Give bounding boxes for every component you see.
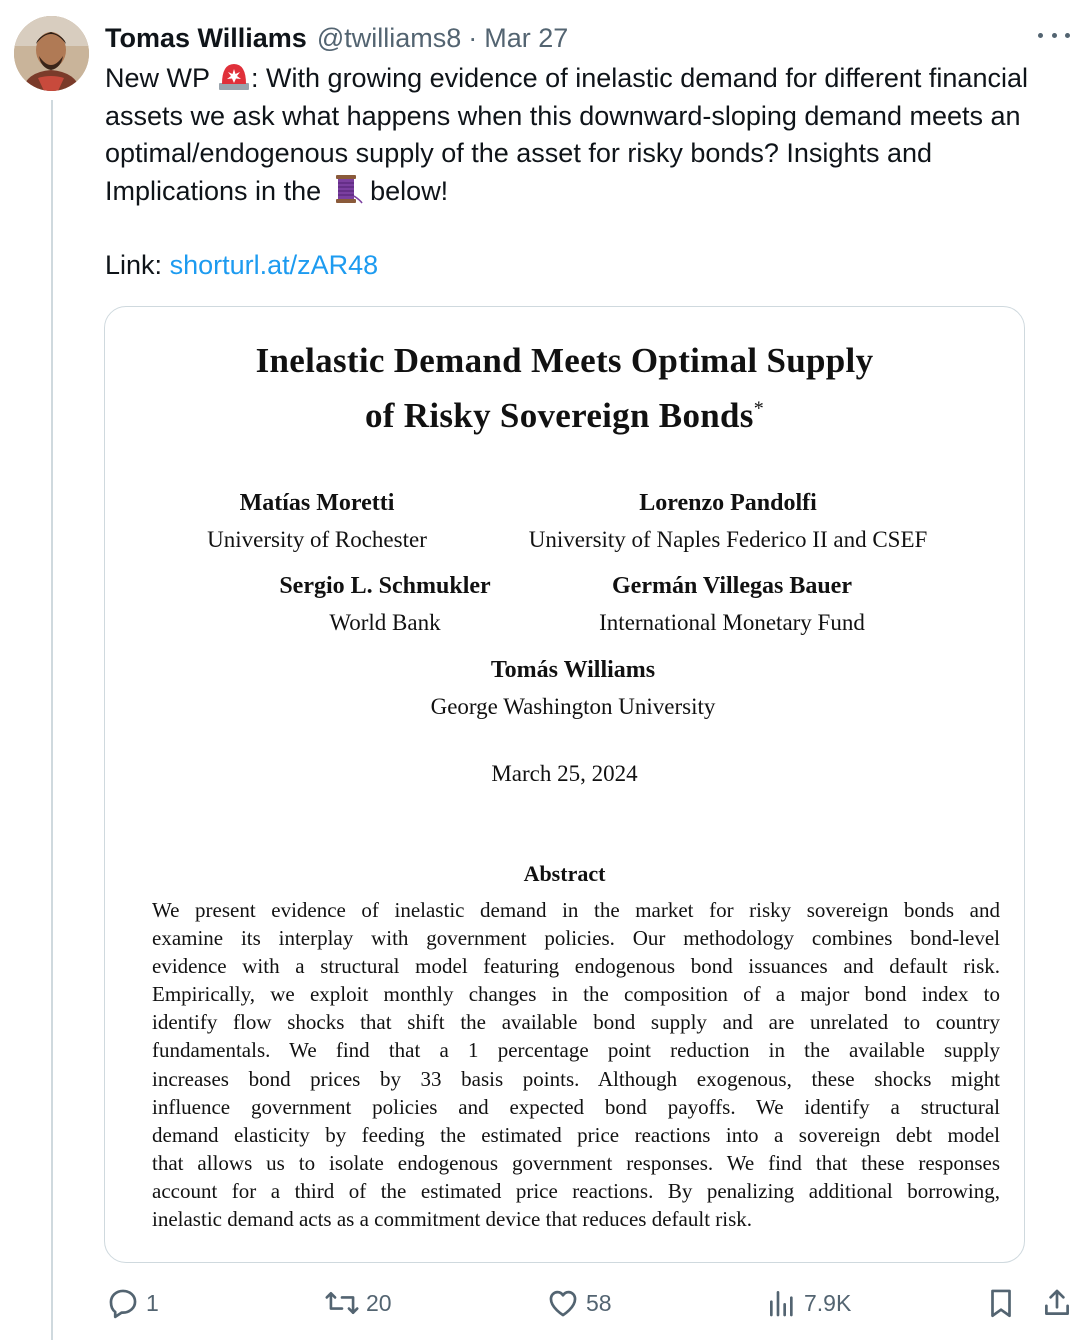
reply-count: 1 [146, 1289, 159, 1316]
avatar-photo-icon [14, 16, 89, 91]
tweet-text-segment: : With growing evidence of inelastic demand for different financial [251, 63, 1028, 93]
paper-preview-card[interactable] [104, 306, 1025, 1263]
tweet-header [105, 20, 568, 56]
paper-title-text: of Risky Sovereign Bonds [364, 396, 754, 435]
repost-count: 20 [366, 1289, 392, 1316]
tweet-date[interactable]: Mar 27 [484, 22, 569, 53]
heart-icon [546, 1286, 580, 1320]
header-separator: · [468, 22, 478, 53]
author-name: Sergio L. Schmukler [279, 573, 491, 599]
abstract-line: increases bond prices by 33 basis points. Although exogenous, these shocks might [152, 1066, 1000, 1091]
abstract-line: account for a third of the estimated price reactions. By penalizing additional borrowing, [152, 1178, 1000, 1203]
views-count: 7.9K [804, 1289, 852, 1316]
author-affiliation: World Bank [329, 610, 441, 635]
paper-title-line-2 [105, 396, 1024, 436]
reply-icon [106, 1286, 140, 1320]
abstract-line: We present evidence of inelastic demand in the market for risky sovereign bonds and [152, 898, 1000, 922]
link-line [105, 250, 378, 281]
paper-title-footnote-marker: * [753, 397, 765, 420]
share-icon [1040, 1286, 1074, 1320]
paper-date: March 25, 2024 [491, 761, 638, 786]
author-name: Matías Moretti [239, 490, 395, 516]
more-dot-icon [1065, 33, 1070, 38]
more-dot-icon [1052, 33, 1057, 38]
views-chart-icon [766, 1286, 798, 1320]
like-count: 58 [586, 1289, 612, 1316]
tweet-action-bar [104, 1286, 1084, 1326]
bookmark-button[interactable] [984, 1286, 1018, 1320]
abstract-line: influence government policies and expected bond payoffs. We identify a structural [152, 1094, 1000, 1119]
paper-link[interactable]: shorturl.at/zAR48 [169, 250, 379, 280]
author-affiliation: University of Rochester [207, 527, 427, 552]
views-button[interactable] [766, 1286, 851, 1320]
abstract-line: that allows us to isolate endogenous government responses. We find that these responses [152, 1150, 1000, 1175]
reply-button[interactable] [106, 1286, 159, 1320]
author-name: Germán Villegas Bauer [612, 573, 852, 599]
user-handle[interactable]: @twilliams8 [316, 22, 462, 53]
bookmark-icon [984, 1286, 1018, 1320]
author-affiliation: International Monetary Fund [599, 610, 865, 635]
author-affiliation: George Washington University [430, 694, 716, 719]
abstract-line: inelastic demand acts as a commitment device that reduces default risk. [152, 1207, 753, 1232]
thread-connector-line [51, 100, 53, 1340]
repost-icon [324, 1286, 360, 1320]
more-options-button[interactable] [1034, 20, 1074, 50]
abstract-line: identify flow shocks that shift the available bond supply and are unrelated to country [152, 1010, 1000, 1035]
paper-title-line-1: Inelastic Demand Meets Optimal Supply [255, 341, 874, 380]
abstract-text [152, 896, 1000, 1233]
abstract-line: fundamentals. We find that a 1 percentage point reduction in the available supply [152, 1038, 1000, 1063]
abstract-heading: Abstract [523, 861, 606, 886]
rotating-light-emoji-icon [217, 61, 251, 91]
author-name: Lorenzo Pandolfi [639, 490, 817, 516]
tweet-text-segment: below! [370, 176, 449, 207]
author-affiliation: University of Naples Federico II and CSEF [528, 527, 928, 552]
display-name[interactable]: Tomas Williams [105, 22, 307, 53]
thread-spool-emoji-icon [329, 174, 363, 204]
tweet-text-line: optimal/endogenous supply of the asset for risky bonds? Insights and [105, 138, 933, 169]
share-button[interactable] [1040, 1286, 1074, 1320]
abstract-line: demand elasticity by feeding the estimated price reactions into a sovereign debt model [152, 1122, 1000, 1147]
tweet-text-segment: Implications in the [105, 176, 322, 207]
link-label: Link: [105, 250, 163, 280]
repost-button[interactable] [324, 1286, 392, 1320]
abstract-line: examine its interplay with government policies. Our methodology combines bond-level [152, 926, 1000, 951]
abstract-line: Empirically, we exploit monthly changes in the composition of a major bond index to [152, 982, 1000, 1007]
tweet-text-line: assets we ask what happens when this downward-sloping demand meets an [105, 100, 1021, 131]
avatar[interactable] [14, 16, 89, 91]
like-button[interactable] [546, 1286, 612, 1320]
abstract-line: evidence with a structural model featuring endogenous bond issuances and default risk. [152, 954, 1000, 979]
author-name: Tomás Williams [490, 657, 656, 683]
more-dot-icon [1038, 33, 1043, 38]
tweet-text-segment: New WP [105, 63, 210, 93]
tweet-text [105, 60, 1080, 211]
